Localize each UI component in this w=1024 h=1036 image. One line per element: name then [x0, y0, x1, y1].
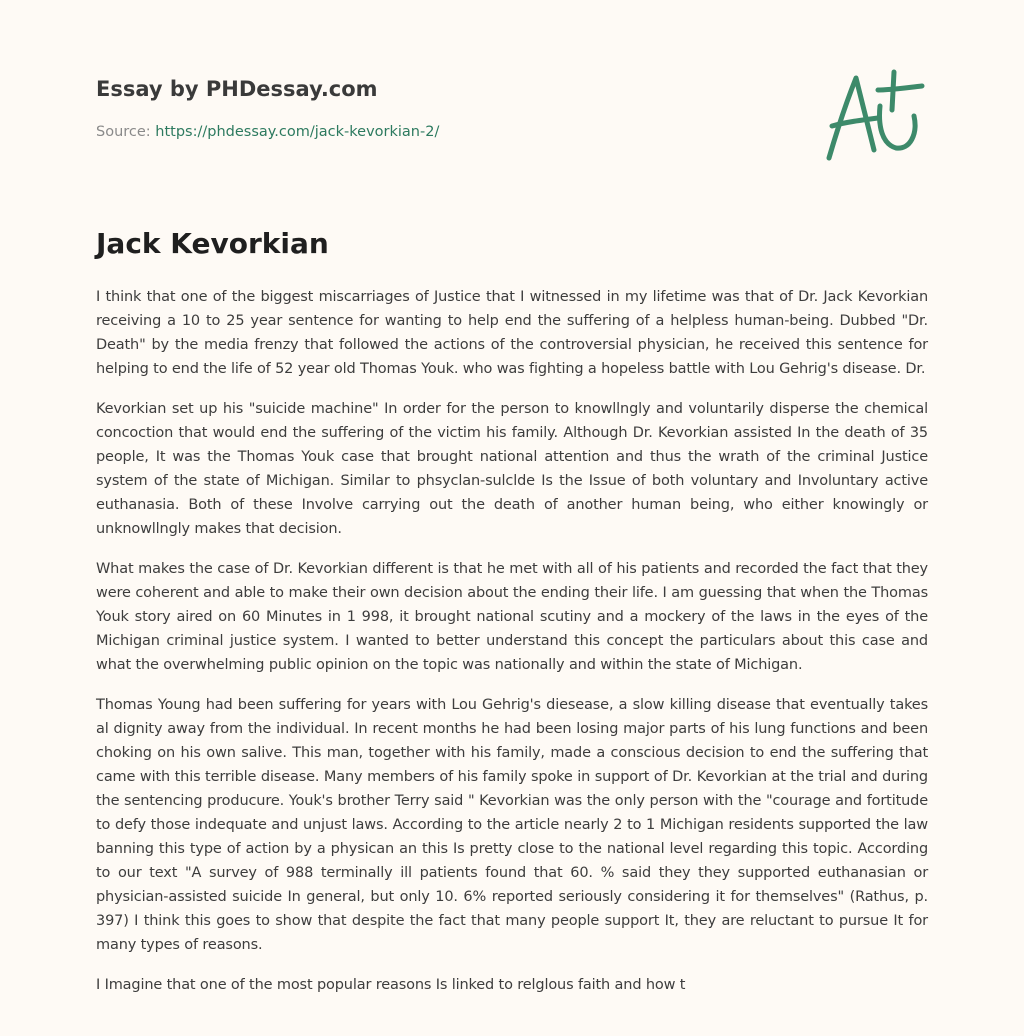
source-label: Source: — [96, 124, 156, 140]
essay-paragraph: I Imagine that one of the most popular reasons Is linked to relglous faith and how t — [96, 977, 686, 993]
essay-paragraph: Kevorkian set up his "suicide machine" In order for the person to knowllngly and voluntarily disperse the chemical concoction that would end the suffering of the victim his family. Although Dr. Kevorkian assisted In the death of 35 people, It was the Thomas Youk case that brought national attention and thus the wrath of the criminal Justice system of the state of Michigan. Similar to phsyclan-sulclde Is the Issue of both voluntary and Involuntary active euthanasia. Both of these Involve carrying out the death of another human being, who either knowingly or unknowllngly makes that decision. — [96, 401, 928, 537]
essay-body — [96, 285, 928, 1013]
essay-paragraph: Thomas Young had been suffering for years with Lou Gehrig's diesease, a slow killing disease that eventually takes al dignity away from the individual. In recent months he had been losing major parts of his lung functions and been choking on his own salive. This man, together with his family, made a conscious decision to end the suffering that came with this terrible disease. Many members of his family spoke in support of Dr. Kevorkian at the trial and during the sentencing producure. Youk's brother Terry said " Kevorkian was the only person with the "courage and fortitude to defy those indequate and unjust laws. According to the article nearly 2 to 1 Michigan residents supported the law banning this type of action by a physican an this Is pretty close to the national level regarding this topic. According to our text "A survey of 988 terminally ill patients found that 60. % said they they supported euthanasian or physician-assisted suicide In general, but only 10. 6% reported seriously considering it for themselves" (Rathus, p. 397) I think this goes to show that despite the fact that many people support It, they are reluctant to pursue It for many types of reasons. — [96, 697, 928, 953]
source-link[interactable]: https://phdessay.com/jack-kevorkian-2/ — [155, 124, 440, 140]
essay-paragraph: I think that one of the biggest miscarriages of Justice that I witnessed in my lifetime was that of Dr. Jack Kevorkian receiving a 10 to 25 year sentence for wanting to help end the suffering of a helpless human-being. Dubbed "Dr. Death" by the media frenzy that followed the actions of the controversial physician, he received this sentence for helping to end the life of 52 year old Thomas Youk. who was fighting a hopeless battle with Lou Gehrig's disease. Dr. — [96, 289, 928, 377]
a-plus-logo-icon — [818, 64, 930, 168]
site-header — [96, 74, 928, 142]
source-line — [96, 122, 928, 142]
site-title: Essay by PHDessay.com — [96, 77, 378, 101]
essay-paragraph: What makes the case of Dr. Kevorkian different is that he met with all of his patients and recorded the fact that they were coherent and able to make their own decision about the ending their life. I am guessing that when the Thomas Youk story aired on 60 Minutes in 1 998, it brought national scutiny and a mockery of the laws in the eyes of the Michigan criminal justice system. I wanted to better understand this concept the particulars about this case and what the overwhelming public opinion on the topic was nationally and within the state of Michigan. — [96, 561, 928, 673]
essay-title: Jack Kevorkian — [96, 227, 329, 260]
